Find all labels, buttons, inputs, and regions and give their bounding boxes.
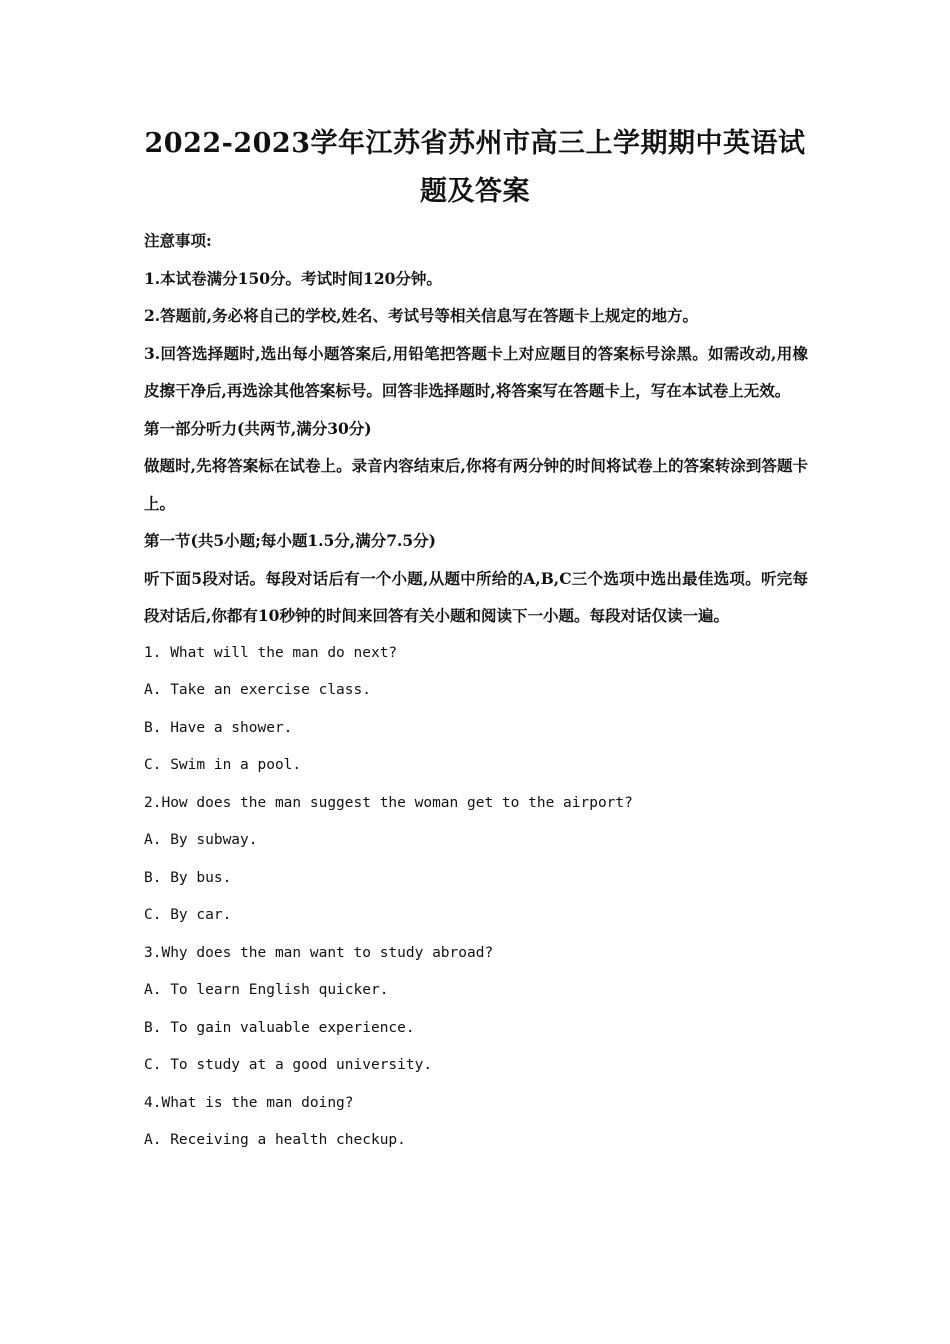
note-item: 2.答题前,务必将自己的学校,姓名、考试号等相关信息写在答题卡上规定的地方。 [144, 306, 698, 325]
note-item: 1.本试卷满分150分。考试时间120分钟。 [144, 268, 442, 288]
question-option: B. Have a shower. [144, 719, 293, 736]
question-option: C. To study at a good university. [144, 1057, 433, 1073]
question-option: A. Receiving a health checkup. [144, 1132, 406, 1148]
part1-heading: 第一部分听力(共两节,满分30分) [144, 418, 372, 438]
notes-heading: 注意事项: [144, 231, 212, 250]
question-prompt: 3.Why does the man want to study abroad? [144, 944, 494, 961]
question-option: C. By car. [144, 907, 232, 923]
question-prompt: 1. What will the man do next? [144, 644, 398, 661]
question-option: B. By bus. [144, 869, 232, 886]
question-prompt: 2.How does the man suggest the woman get to the airport? [144, 794, 633, 811]
question-option: A. To learn English quicker. [144, 982, 389, 998]
question-option: B. To gain valuable experience. [144, 1019, 415, 1036]
question-prompt: 4.What is the man doing? [144, 1094, 354, 1111]
note-item: 3.回答选择题时,选出每小题答案后,用铅笔把答题卡上对应题目的答案标号涂黑。如需改动,用橡皮擦干净后,再选涂其他答案标号。回答非选择题时,将答案写在答题卡上，写在本试卷上无效。 [144, 343, 808, 400]
part1-instruction: 做题时,先将答案标在试卷上。录音内容结束后,你将有两分钟的时间将试卷上的答案转涂到答题卡上。 [144, 456, 808, 513]
section1-heading: 第一节(共5小题;每小题1.5分,满分7.5分) [144, 531, 437, 550]
question-option: C. Swim in a pool. [144, 757, 302, 773]
section1-instruction: 听下面5段对话。每段对话后有一个小题,从题中所给的A,B,C三个选项中选出最佳选项。听完每段对话后,你都有10秒钟的时间来回答有关小题和阅读下一小题。每段对话仅读一遍。 [144, 568, 808, 625]
question-option: A. By subway. [144, 832, 258, 848]
document-title: 2022-2023学年江苏省苏州市高三上学期期中英语试题及答案 [144, 128, 806, 207]
question-option: A. Take an exercise class. [144, 682, 371, 698]
document-body [144, 222, 808, 1160]
